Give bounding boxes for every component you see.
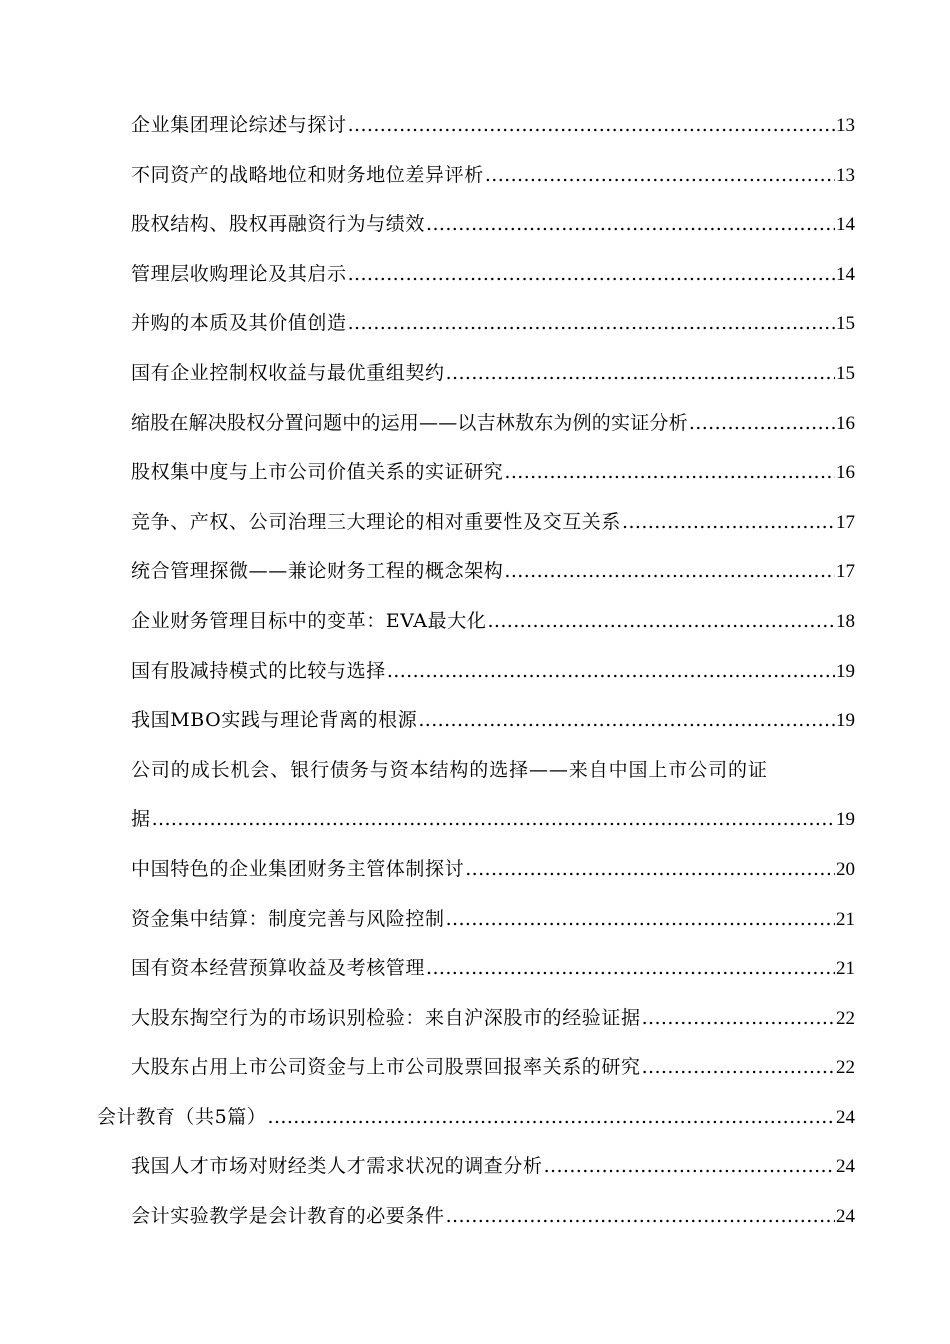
toc-entry[interactable]: [0, 647, 950, 697]
toc-entry-title: 股权结构、股权再融资行为与绩效: [131, 213, 426, 236]
toc-entry-title: 国有股减持模式的比较与选择: [131, 659, 386, 682]
toc-page-number: 15: [836, 362, 855, 384]
toc-page-number: 22: [836, 1057, 855, 1079]
toc-entry-title: 股权集中度与上市公司价值关系的实证研究: [131, 461, 504, 484]
toc-page-number: 13: [836, 164, 855, 186]
toc-page-number: 21: [836, 958, 855, 980]
toc-entry[interactable]: [0, 1142, 950, 1192]
toc-page-number: 24: [836, 1156, 855, 1178]
toc-entry-title: 大股东占用上市公司资金与上市公司股票回报率关系的研究: [131, 1056, 641, 1079]
toc-entry-title: 中国特色的企业集团财务主管体制探讨: [131, 857, 465, 880]
toc-entry-title: 不同资产的战略地位和财务地位差异评析: [131, 163, 484, 186]
toc-entry-title: 企业财务管理目标中的变革：EVA最大化: [131, 609, 487, 632]
toc-dot-leader: [487, 597, 835, 647]
toc-dot-leader: [446, 1192, 835, 1242]
toc-entry-title: 竞争、产权、公司治理三大理论的相对重要性及交互关系: [131, 510, 622, 533]
toc-entry-title: 我国MBO实践与理论背离的根源: [131, 709, 418, 732]
toc-dot-leader: [485, 151, 835, 201]
toc-entry[interactable]: [0, 399, 950, 449]
toc-page-number: 20: [836, 858, 855, 880]
toc-entry-title: 企业集团理论综述与探讨: [131, 114, 347, 136]
toc-page-number: 19: [836, 660, 855, 682]
toc-dot-leader: [418, 696, 835, 746]
toc-entry-title: 国有资本经营预算收益及考核管理: [131, 957, 426, 980]
toc-page-number: 14: [836, 214, 855, 236]
toc-entry-title: 管理层收购理论及其启示: [131, 262, 347, 285]
toc-dot-leader: [689, 399, 835, 449]
toc-dot-leader: [348, 299, 835, 349]
toc-page-number: 19: [836, 710, 855, 732]
toc-page-number: 19: [836, 809, 855, 831]
toc-entry[interactable]: [0, 994, 950, 1044]
toc-entry[interactable]: [0, 498, 950, 548]
toc-dot-leader: [152, 795, 835, 845]
toc-section-entry[interactable]: [0, 1093, 950, 1143]
toc-page-number: 14: [836, 263, 855, 285]
toc-entry[interactable]: [0, 200, 950, 250]
toc-entry[interactable]: [0, 250, 950, 300]
toc-entry-title: 我国人才市场对财经类人才需求状况的调查分析: [131, 1155, 543, 1178]
table-of-contents: [0, 101, 950, 1242]
toc-page-number: 24: [836, 1206, 855, 1228]
toc-entry-title: 统合管理探微——兼论财务工程的概念架构: [131, 560, 504, 583]
toc-entry[interactable]: [0, 696, 950, 746]
toc-dot-leader: [387, 647, 835, 697]
toc-entry[interactable]: [0, 547, 950, 597]
toc-page-number: 18: [836, 610, 855, 632]
toc-entry[interactable]: [0, 101, 950, 151]
toc-page-number: 16: [836, 412, 855, 434]
toc-dot-leader: [348, 250, 835, 300]
toc-dot-leader: [446, 895, 835, 945]
toc-dot-leader: [465, 845, 835, 895]
toc-entry-title-line-2: 据: [131, 808, 151, 831]
toc-entry[interactable]: [0, 845, 950, 895]
toc-entry-title: 并购的本质及其价值创造: [131, 312, 347, 335]
toc-entry[interactable]: [0, 895, 950, 945]
toc-page-number: 17: [836, 561, 855, 583]
toc-page-number: 15: [836, 313, 855, 335]
toc-dot-leader: [426, 200, 835, 250]
toc-dot-leader: [348, 101, 835, 151]
toc-entry-title: 国有企业控制权收益与最优重组契约: [131, 361, 445, 384]
toc-page-number: 17: [836, 511, 855, 533]
toc-dot-leader: [446, 349, 835, 399]
toc-entry[interactable]: [0, 746, 950, 845]
toc-entry[interactable]: [0, 151, 950, 201]
toc-page-number: 13: [836, 115, 855, 136]
toc-entry-title: 资金集中结算：制度完善与风险控制: [131, 907, 445, 930]
toc-entry-title: 会计实验教学是会计教育的必要条件: [131, 1205, 445, 1228]
toc-dot-leader: [504, 448, 835, 498]
toc-entry[interactable]: [0, 944, 950, 994]
toc-entry[interactable]: [0, 1043, 950, 1093]
toc-page-number: 22: [836, 1007, 855, 1029]
toc-entry[interactable]: [0, 349, 950, 399]
toc-entry-title: 大股东掏空行为的市场识别检验：来自沪深股市的经验证据: [131, 1006, 641, 1029]
toc-dot-leader: [642, 994, 835, 1044]
toc-section-title: 会计教育（共5篇）: [97, 1105, 267, 1128]
toc-entry-title-line-1: 公司的成长机会、银行债务与资本结构的选择——来自中国上市公司的证: [131, 758, 768, 781]
toc-dot-leader: [504, 547, 835, 597]
toc-page-number: 16: [836, 462, 855, 484]
toc-dot-leader: [426, 944, 835, 994]
toc-page-number: 21: [836, 908, 855, 930]
toc-dot-leader: [268, 1093, 836, 1143]
toc-entry[interactable]: [0, 597, 950, 647]
toc-entry[interactable]: [0, 299, 950, 349]
toc-dot-leader: [544, 1142, 835, 1192]
toc-dot-leader: [642, 1043, 835, 1093]
toc-entry[interactable]: [0, 1192, 950, 1242]
toc-page-number: 24: [836, 1106, 855, 1128]
toc-entry[interactable]: [0, 448, 950, 498]
toc-entry-title: 缩股在解决股权分置问题中的运用——以吉林敖东为例的实证分析: [131, 411, 688, 434]
toc-dot-leader: [622, 498, 835, 548]
